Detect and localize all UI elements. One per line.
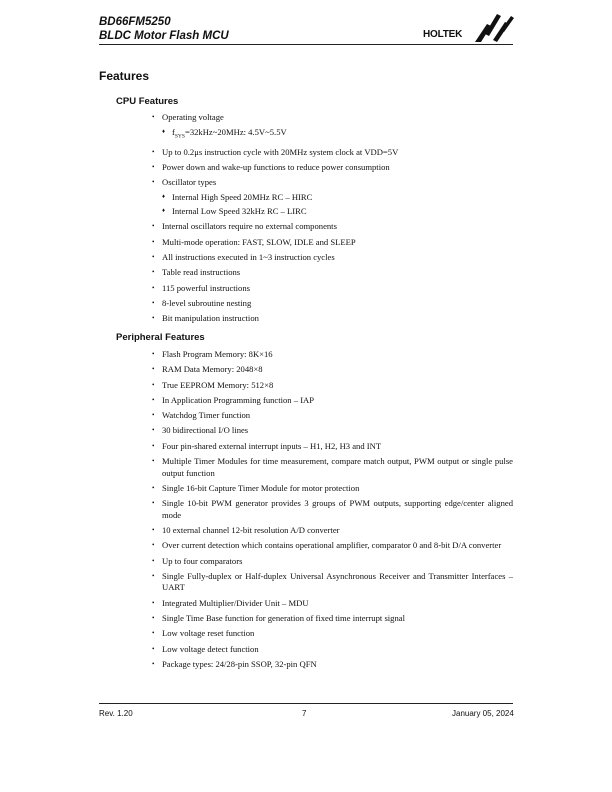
footer-revision: Rev. 1.20 bbox=[99, 709, 133, 718]
list-item: • Multi-mode operation: FAST, SLOW, IDLE and SLEEP bbox=[152, 237, 513, 249]
peripheral-features-heading: Peripheral Features bbox=[116, 332, 205, 343]
header-divider bbox=[99, 44, 513, 45]
list-item bbox=[152, 177, 513, 218]
list-item: • Table read instructions bbox=[152, 267, 513, 279]
list-item: • 30 bidirectional I/O lines bbox=[152, 425, 513, 437]
list-item: • Low voltage detect function bbox=[152, 644, 513, 656]
oscillator-types-label: Oscillator types bbox=[162, 177, 217, 188]
list-item: • 115 powerful instructions bbox=[152, 283, 513, 295]
voltage-sublist bbox=[162, 127, 513, 143]
list-item: • Over current detection which contains operational amplifier, comparator 0 and 8-bit D/A converter bbox=[152, 540, 513, 552]
oscillator-sublist bbox=[162, 192, 513, 218]
list-item: ♦ Internal High Speed 20MHz RC – HIRC bbox=[162, 192, 513, 204]
list-item bbox=[152, 112, 513, 143]
list-item: • Up to 0.2μs instruction cycle with 20MHz system clock at VDD=5V bbox=[152, 147, 513, 159]
list-item: • Single Time Base function for generation of fixed time interrupt signal bbox=[152, 613, 513, 625]
list-item: • Watchdog Timer function bbox=[152, 410, 513, 422]
list-item: • Single 16-bit Capture Timer Module for motor protection bbox=[152, 483, 513, 495]
peripheral-features-list bbox=[152, 349, 513, 674]
cpu-features-heading: CPU Features bbox=[116, 96, 179, 107]
list-item: • Multiple Timer Modules for time measurement, compare match output, PWM output or single pulse output function bbox=[152, 456, 513, 479]
list-item: • In Application Programming function – IAP bbox=[152, 395, 513, 407]
logo-text: HOLTEK bbox=[423, 29, 463, 40]
list-item: • Internal oscillators require no external components bbox=[152, 221, 513, 233]
list-item: • Four pin-shared external interrupt inputs – H1, H2, H3 and INT bbox=[152, 441, 513, 453]
list-item: • Up to four comparators bbox=[152, 556, 513, 568]
footer-date: January 05, 2024 bbox=[452, 709, 514, 718]
footer-page-number: 7 bbox=[302, 709, 307, 718]
list-item: • Single 10-bit PWM generator provides 3 groups of PWM outputs, supporting edge/center aligned mode bbox=[152, 498, 513, 521]
holtek-logo bbox=[423, 12, 515, 44]
holtek-logo-mark-icon bbox=[473, 12, 515, 44]
operating-voltage-label: Operating voltage bbox=[162, 112, 224, 122]
cpu-features-list bbox=[152, 112, 513, 328]
list-item: ♦ $f_{SYS}=32kHz\sim 20MHz$: 4.5V~5.5V bbox=[162, 127, 513, 143]
document-header bbox=[99, 15, 229, 43]
list-item: • Single Fully-duplex or Half-duplex Universal Asynchronous Receiver and Transmitter Interfaces – UART bbox=[152, 571, 513, 594]
list-item: ♦ Internal Low Speed 32kHz RC – LIRC bbox=[162, 206, 513, 218]
list-item: • Package types: 24/28-pin SSOP, 32-pin QFN bbox=[152, 659, 513, 671]
footer-divider bbox=[99, 703, 513, 704]
list-item: • 8-level subroutine nesting bbox=[152, 298, 513, 310]
list-item: • Integrated Multiplier/Divider Unit – MDU bbox=[152, 598, 513, 610]
list-item: • Low voltage reset function bbox=[152, 628, 513, 640]
list-item: • Power down and wake-up functions to reduce power consumption bbox=[152, 162, 513, 174]
list-item: • RAM Data Memory: 2048×8 bbox=[152, 364, 513, 376]
product-name: BLDC Motor Flash MCU bbox=[99, 30, 229, 42]
list-item: • Bit manipulation instruction bbox=[152, 313, 513, 325]
list-item: • Flash Program Memory: 8K×16 bbox=[152, 349, 513, 361]
part-number: BD66FM5250 bbox=[99, 16, 171, 28]
list-item: • True EEPROM Memory: 512×8 bbox=[152, 380, 513, 392]
section-title: Features bbox=[99, 69, 150, 83]
list-item: • 10 external channel 12-bit resolution A/D converter bbox=[152, 525, 513, 537]
list-item: • All instructions executed in 1~3 instruction cycles bbox=[152, 252, 513, 264]
